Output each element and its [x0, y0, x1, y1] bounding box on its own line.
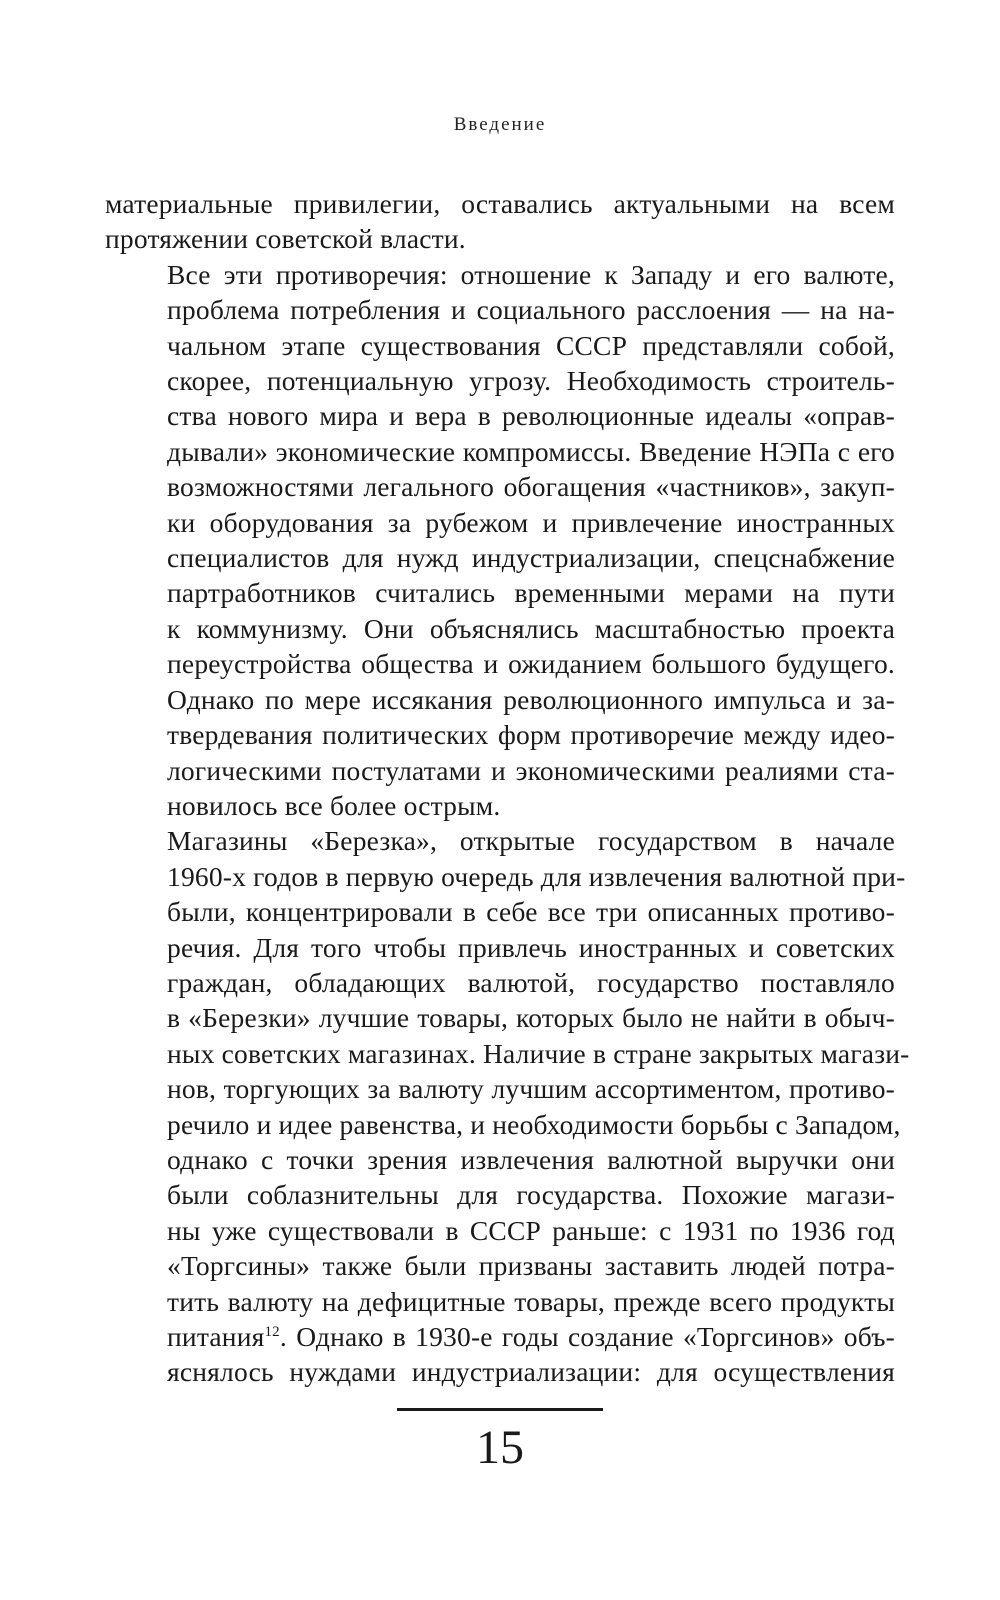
text-fragment: питания: [167, 1321, 265, 1352]
page-number: 15: [476, 1421, 524, 1474]
text-line: нов, торгующих за валюту лучшим ассортиментом, противо-: [167, 1073, 895, 1105]
text-line: переустройства общества и ожиданием большого будущего.: [167, 648, 895, 680]
text-line: материальные привилегии, оставались актуальными на всем: [105, 188, 895, 219]
folio-rule: [397, 1408, 603, 1411]
paragraph: [105, 186, 895, 257]
text-line: речило и идее равенства, и необходимости борьбы с Западом,: [167, 1108, 901, 1140]
text-line: чальном этапе существования СССР представляли собой,: [167, 329, 895, 361]
paragraph: [105, 257, 895, 824]
text-line: проблема потребления и социального расслоения — на на-: [167, 294, 895, 326]
text-line: однако с точки зрения извлечения валютной выручки они: [167, 1143, 895, 1175]
text-line: протяжении советской власти.: [105, 223, 466, 255]
text-line: «Торгсины» также были призваны заставить людей потра-: [167, 1250, 895, 1282]
text-line: были, концентрировали в себе все три описанных противо-: [167, 896, 895, 928]
text-line: твердевания политических форм противоречие между идео-: [167, 719, 895, 751]
text-line: Однако по мере иссякания революционного импульса и за-: [167, 683, 895, 715]
text-line: дывали» экономические компромиссы. Введение НЭПа с его: [167, 435, 895, 467]
text-line: ны уже существовали в СССР раньше: с 1931 по 1936 год: [167, 1214, 895, 1246]
text-line: партработников считались временными мерами на пути: [167, 577, 895, 609]
text-line: Магазины «Березка», открытые государством в начале: [167, 825, 895, 857]
text-line: яснялось нуждами индустриализации: для осуществления: [167, 1356, 895, 1388]
text-line: скорее, потенциальную угрозу. Необходимость строитель-: [167, 365, 895, 397]
body-text: [105, 186, 910, 1390]
footnote-reference[interactable]: 12: [264, 1323, 280, 1340]
running-head: Введение: [453, 114, 547, 135]
text-line: Все эти противоречия: отношение к Западу и его валюте,: [167, 258, 895, 290]
text-line: 1960-х годов в первую очередь для извлечения валютной при-: [167, 860, 906, 892]
text-fragment: . Однако в 1930-е годы создание «Торгсинов» объ-: [279, 1321, 895, 1352]
text-line: новилось все более острым.: [167, 789, 501, 821]
text-line: логическими постулатами и экономическими реалиями ста-: [167, 754, 895, 786]
text-line-with-footnote: [105, 1319, 895, 1354]
text-line: возможностями легального обогащения «частников», закуп-: [167, 471, 895, 503]
text-line: специалистов для нужд индустриализации, спецснабжение: [167, 542, 895, 574]
text-line: граждан, обладающих валютой, государство поставляло: [167, 966, 895, 998]
text-line: ки оборудования за рубежом и привлечение иностранных: [167, 506, 895, 538]
paragraph: [105, 823, 910, 1390]
text-line: ных советских магазинах. Наличие в стране закрытых магази-: [167, 1037, 910, 1069]
text-line: ства нового мира и вера в революционные идеалы «оправ-: [167, 400, 895, 432]
text-line: тить валюту на дефицитные товары, прежде всего продукты: [167, 1285, 895, 1317]
text-line: в «Березки» лучшие товары, которых было не найти в обыч-: [167, 1002, 895, 1034]
text-line: к коммунизму. Они объяснялись масштабностью проекта: [167, 612, 895, 644]
text-line: речия. Для того чтобы привлечь иностранных и советских: [167, 931, 895, 963]
text-line: были соблазнительны для государства. Похожие магази-: [167, 1179, 895, 1211]
